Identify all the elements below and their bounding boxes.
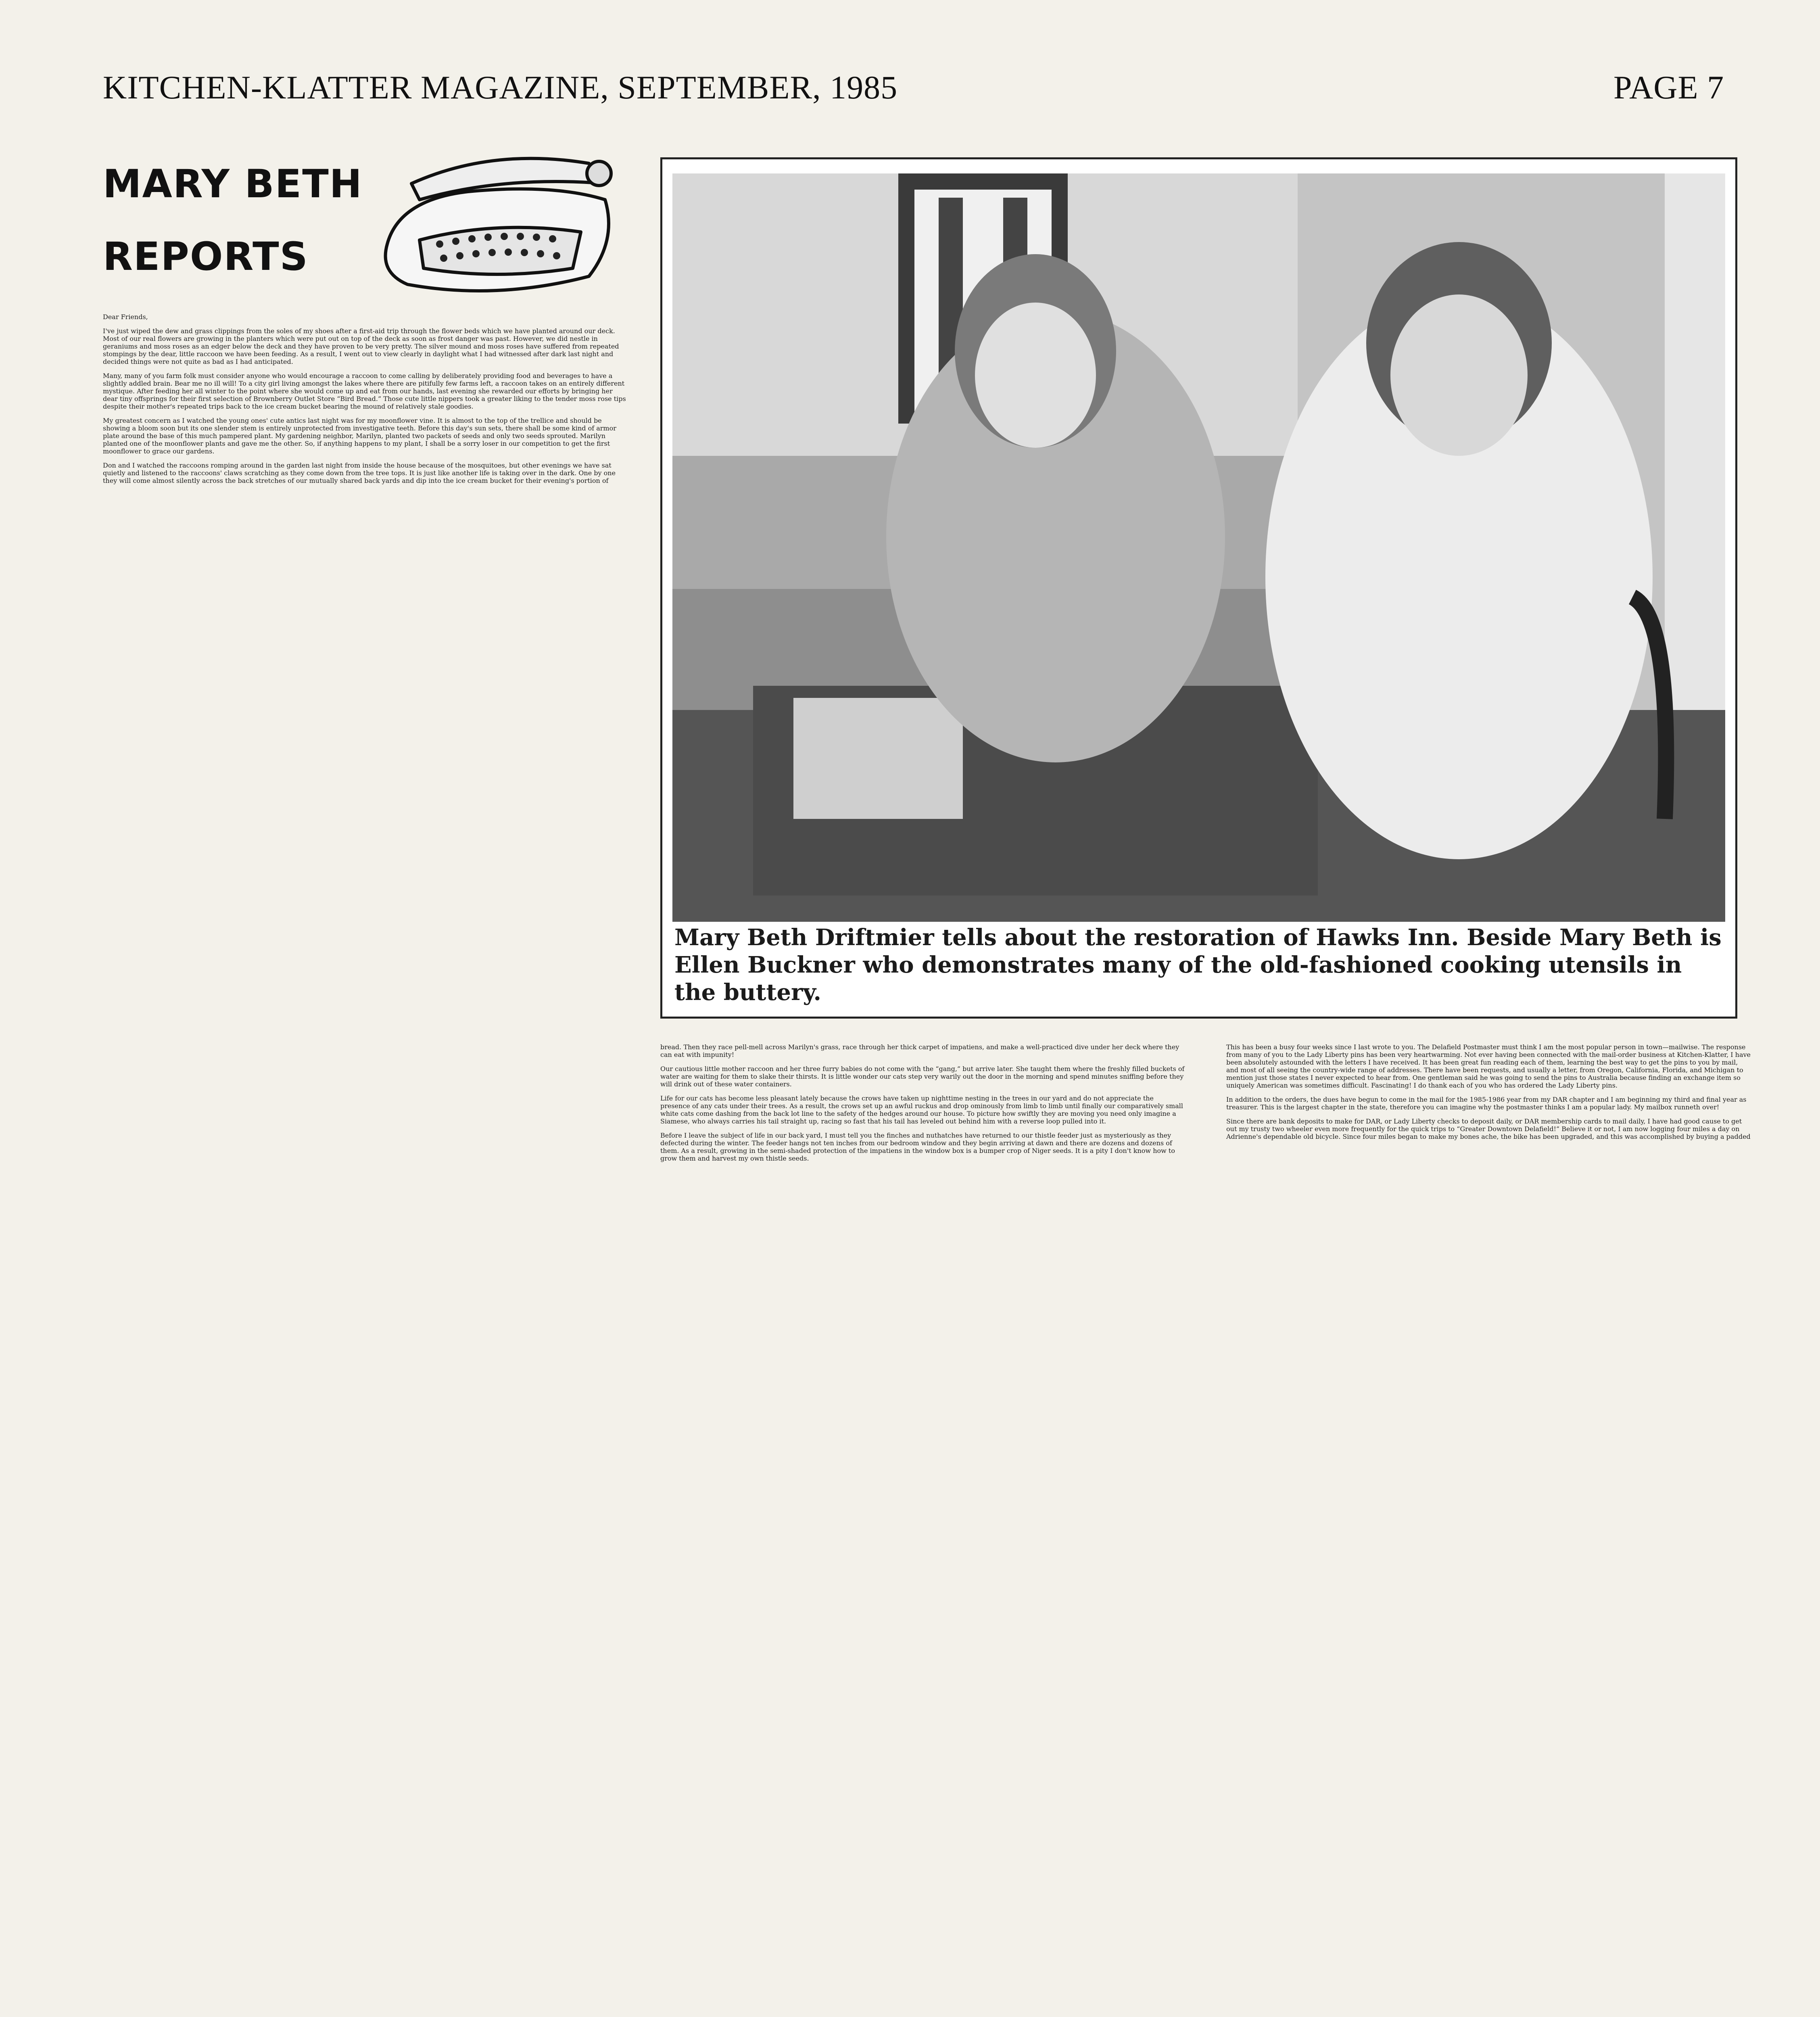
article-column-1	[103, 307, 627, 2017]
article-column-3	[1226, 1037, 1751, 2017]
paragraph: Since there are bank deposits to make for DAR, or Lady Liberty checks to deposit daily, or DAR membership cards to mail daily, I have had good cause to get out my trusty two wheeler even more frequently for the quick trips to “Greater Downtown Delafield!” Believe it or not, I am now logging four miles a day on Adrienne's dependable old bicycle. Since four miles began to make my bones ache, the bike has been upgraded, and this was accomplished by buying a padded	[1226, 1117, 1751, 1140]
paragraph: I've just wiped the dew and grass clippings from the soles of my shoes after a first-aid trip through the flower beds which we have planted around our deck. Most of our real flowers are growing in the planters which were put out on top of the deck as soon as frost danger was past. However, we did nestle in geraniums and moss roses as an edger below the deck and they have proven to be very pretty. The silver mound and moss roses have suffered from repeated stompings by the dear, little raccoon we have been feeding. As a result, I went out to view clearly in daylight what I had witnessed after dark last night and decided things were not quite as bad as I had anticipated.	[103, 327, 619, 365]
article-column-2	[660, 1037, 1185, 2017]
paragraph: Before I leave the subject of life in our back yard, I must tell you the finches and nuthatches have returned to our thistle feeder just as mysteriously as they defected during the winter. The feeder hangs not ten inches from our bedroom window and they begin arriving at dawn and there are dozens and dozens of them. As a result, growing in the semi-shaded protection of the impatiens in the window box is a bumper crop of Niger seeds. It is a pity I don't know how to grow them and harvest my own thistle seeds.	[660, 1132, 1175, 1162]
paragraph: Many, many of you farm folk must consider anyone who would encourage a raccoon to come calling by deliberately providing food and beverages to have a slightly addled brain. Bear me no ill will! To a city girl living amongst the lakes where there are pitifully few farms left, a raccoon takes on an entirely different mystique. After feeding her all winter to the point where she would come up and eat from our hands, last evening she rewarded our efforts by bringing her dear tiny offsprings for their first selection of Brownberry Outlet Store “Bird Bread.” Those cute little nippers took a greater liking to the tender moss rose tips despite their mother's repeated trips back to the ice cream bucket bearing the mound of relatively stale goodies.	[103, 372, 626, 410]
photograph	[672, 173, 1725, 922]
page-number: PAGE 7	[1613, 69, 1724, 106]
typewriter-icon	[363, 139, 621, 313]
paragraph: Don and I watched the raccoons romping around in the garden last night from inside the house because of the mosquitoes, but other evenings we have sat quietly and listened to the raccoons' claws scratching as they come down from the tree tops. It is just like another life is taking over in the dark. One by one they will come almost silently across the back stretches of our mutually shared back yards and dip into the ice cream bucket for their evening's portion of	[103, 461, 616, 484]
paragraph: bread. Then they race pell-mell across Marilyn's grass, race through her thick carpet of impatiens, and make a well-practiced dive under her deck where they can eat with impunity!	[660, 1043, 1179, 1059]
salutation: Dear Friends,	[103, 313, 148, 321]
paragraph: My greatest concern as I watched the young ones' cute antics last night was for my moonflower vine. It is almost to the top of the trellice and should be showing a bloom soon but its one slender stem is entirely unprotected from investigative teeth. Before this day's sun sets, there shall be some kind of armor plate around the base of this much pampered plant. My gardening neighbor, Marilyn, planted two packets of seeds and only two seeds sprouted. Marilyn planted one of the moonflower plants and gave me the other. So, if anything happens to my plant, I shall be a sorry loser in our competition to get the first moonflower to grace our gardens.	[103, 417, 616, 455]
paragraph: This has been a busy four weeks since I last wrote to you. The Delafield Postmaster must think I am the most popular person in town—mailwise. The response from many of you to the Lady Liberty pins has been very heartwarming. Not ever having been connected with the mail-order business at Kitchen-Klatter, I have been absolutely astounded with the letters I have received. It has been great fun reading each of them, learning the best way to get the pins to you by mail, and most of all seeing the country-wide range of addresses. There have been requests, and usually a letter, from Oregon, California, Florida, and Michigan to mention just those states I never expected to hear from. One gentleman said he was going to send the pins to Australia because finding an exchange item so uniquely American was sometimes difficult. Fascinating! I do thank each of you who has ordered the Lady Liberty pins.	[1226, 1043, 1751, 1089]
column-title-line2: REPORTS	[103, 234, 309, 279]
masthead: KITCHEN-KLATTER MAGAZINE, SEPTEMBER, 1985	[103, 69, 898, 106]
paragraph: Our cautious little mother raccoon and her three furry babies do not come with the “gang,” but arrive later. She taught them where the freshly filled buckets of water are waiting for them to slake their thirsts. It is little wonder our cats step very warily out the door in the morning and spend minutes sniffing before they will drink out of these water containers.	[660, 1065, 1185, 1088]
photo-frame	[660, 157, 1737, 1019]
column-title-line1: MARY BETH	[103, 161, 363, 207]
paragraph: Life for our cats has become less pleasant lately because the crows have taken up nighttime nesting in the trees in our yard and do not appreciate the presence of any cats under their trees. As a result, the crows set up an awful ruckus and drop ominously from limb to limb until finally our comparatively small white cats come dashing from the back lot line to the safety of the hedges around our house. To picture how swiftly they are moving you need only imagine a Siamese, who always carries his tail straight up, racing so fast that his tail has leveled out behind him with a reverse loop pulled into it.	[660, 1094, 1183, 1125]
photo-caption: Mary Beth Driftmier tells about the restoration of Hawks Inn. Beside Mary Beth is Ellen Buckner who demonstrates many of the old-fashioned cooking utensils in the buttery.	[674, 924, 1722, 1006]
paragraph: In addition to the orders, the dues have begun to come in the mail for the 1985-1986 year from my DAR chapter and I am beginning my third and final year as treasurer. This is the largest chapter in the state, therefore you can imagine why the postmaster thinks I am a popular lady. My mailbox runneth over!	[1226, 1096, 1747, 1111]
